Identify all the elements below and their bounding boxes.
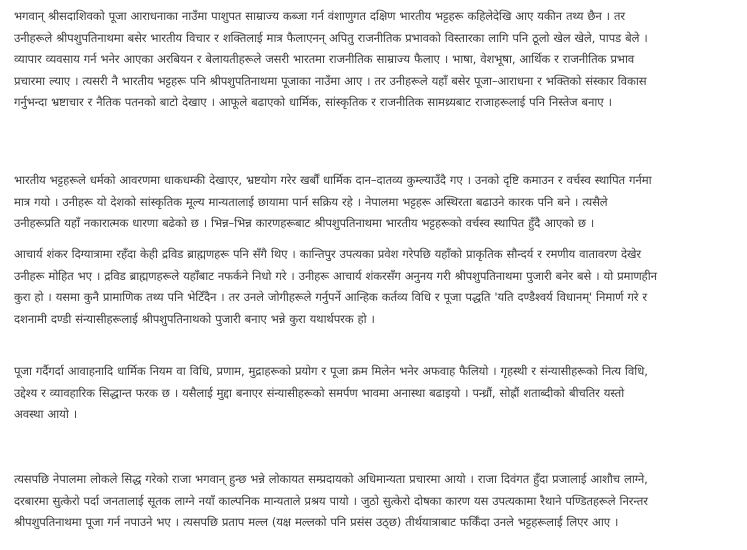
paragraph-1	[14, 6, 648, 114]
paragraph-line: दरबारमा सुत्केरो पर्दा जनतालाई सूतक लाग्ने नयाँ काल्पनिक मान्यताले प्रश्रय पायो । जुठो सुत्केरो दोषका कारण यस उपत्यकामा रैथाने पण्डितहरूले निरन्तर	[14, 493, 648, 508]
paragraph-line: आचार्य शंकर दिग्यात्रामा रहँदा केही द्रविड ब्राह्मणहरू पनि सँगै थिए । कान्तिपुर उपत्यका प्रवेश गरेपछि यहाँको प्राकृतिक सौन्दर्य र रमणीय वातावरण देखेर	[14, 247, 641, 261]
paragraph-line: दशनामी दण्डी संन्यासीहरूलाई श्रीपशुपतिनाथको पुजारी बनाए भन्ने कुरा यथार्थपरक हो ।	[14, 311, 375, 326]
paragraph-3	[14, 244, 657, 330]
paragraph-line: पूजा गर्दैगर्दा आवाहनादि धार्मिक नियम वा विधि, प्रणाम, मुद्राहरूको प्रयोग र पूजा क्रम मिलेन भनेर अफवाह फैलियो । गृहस्थी र संन्यासीहरूको नित्य विधि,	[14, 364, 648, 378]
paragraph-line: व्यापार व्यवसाय गर्न भनेर आएका अरबियन र बेलायतीहरूले जसरी भारतमा राजनीतिक साम्राज्य फैलाए । भाषा, वेशभूषा, आर्थिक र राजनीतिक प्रभाव	[14, 52, 635, 66]
paragraph-line: उनीहरूप्रति यहाँ नकारात्मक धारणा बढेको छ । भिन्न–भिन्न कारणहरूबाट श्रीपशुपतिनाथमा भारतीय भट्टहरूको वर्चस्व स्थापित हुँदै आएको छ ।	[14, 216, 595, 230]
paragraph-line: श्रीपशुपतिनाथमा पूजा गर्न नपाउने भए । त्यसपछि प्रताप मल्ल (यक्ष मल्लको पनि प्रसंस उठ्छ) तीर्थयात्राबाट फर्किँदा उनले भट्टहरूलाई लिएर आए ।	[14, 515, 619, 529]
paragraph-line: भगवान् श्रीसदाशिवको पूजा आराधनाका नाउँमा पाशुपत साम्राज्य कब्जा गर्न वंशाणुगत दक्षिण भारतीय भट्टहरू कहिलेदेखि आए यकीन तथ्य छैन । तर	[14, 9, 625, 23]
paragraph-line: उनीहरूले श्रीपशुपतिनाथमा बसेर भारतीय विचार र शक्तिलाई मात्र फैलाएनन् अपितु राजनीतिक प्रभावको विस्तारका लागि पनि ठूलो खेल खेले, पापड बेले ।	[14, 30, 648, 45]
paragraph-line: उद्देश्य र व्यावहारिक सिद्धान्त फरक छ । यसैलाई मुद्दा बनाएर संन्यासीहरूको समर्पण भावमा अनास्था बढाइयो । पन्ध्रौं, सोह्रौं शताब्दीको बीचतिर यस्तो	[14, 385, 625, 400]
paragraph-line: कुरा हो । यसमा कुनै प्रामाणिक तथ्य पनि भेटिँदैन । तर उनले जोगीहरूले गर्नुपर्ने आन्हिक कर्तव्य विधि र पूजा पद्धति 'यति दण्डैश्वर्य विधानम्' निमार्ण गरे र	[14, 290, 647, 304]
paragraph-line: त्यसपछि नेपालमा लोकले सिद्ध गरेको राजा भगवान् हुन्छ भन्ने लोकायत सम्प्रदायको अधिमान्यता प्रचारमा आयो । राजा दिवंगत हुँदा प्रजालाई आशौच लाग्ने,	[14, 472, 648, 486]
paragraph-5	[14, 469, 648, 534]
paragraph-line: मात्र गयो । उनीहरू यो देशको सांस्कृतिक मूल्य मान्यतालाई छायामा पार्न सक्रिय रहे । नेपालमा भट्टहरू अस्थिरता बढाउने कारक पनि बने । त्यसैले	[14, 194, 608, 209]
paragraph-line: भारतीय भट्टहरूले धर्मको आवरणमा धाकधम्की देखाएर, भ्रष्टयोग गरेर खर्बौं धार्मिक दान–दातव्य कुम्ल्याउँदै गए । उनको दृष्टि कमाउन र वर्चस्व स्थापित गर्नमा	[14, 173, 652, 187]
paragraph-line: अवस्था आयो ।	[14, 407, 77, 421]
paragraph-line: उनीहरू मोहित भए । द्रविड ब्राह्मणहरूले यहाँबाट नफर्कने निधो गरे । उनीहरू आचार्य शंकरसँग अनुनय गरी श्रीपशुपतिनाथमा पुजारी बनेर बसे । यो प्रमाणहीन	[14, 268, 657, 283]
paragraph-line: प्रचारमा ल्याए । त्यसरी नै भारतीय भट्टहरू पनि श्रीपशुपतिनाथमा पूजाका नाउँमा आए । तर उनीहरूले यहाँ बसेर पूजा–आराधना र भक्तिको संस्कार विकास	[14, 73, 647, 88]
paragraph-4	[14, 361, 648, 426]
paragraph-line: गर्नुभन्दा भ्रष्टाचार र नैतिक पतनको बाटो देखाए । आफूले बढाएको धार्मिक, सांस्कृतिक र राजनीतिक सामथ्र्यबाट राजाहरूलाई पनि निस्तेज बनाए ।	[14, 95, 612, 109]
paragraph-2	[14, 170, 652, 235]
